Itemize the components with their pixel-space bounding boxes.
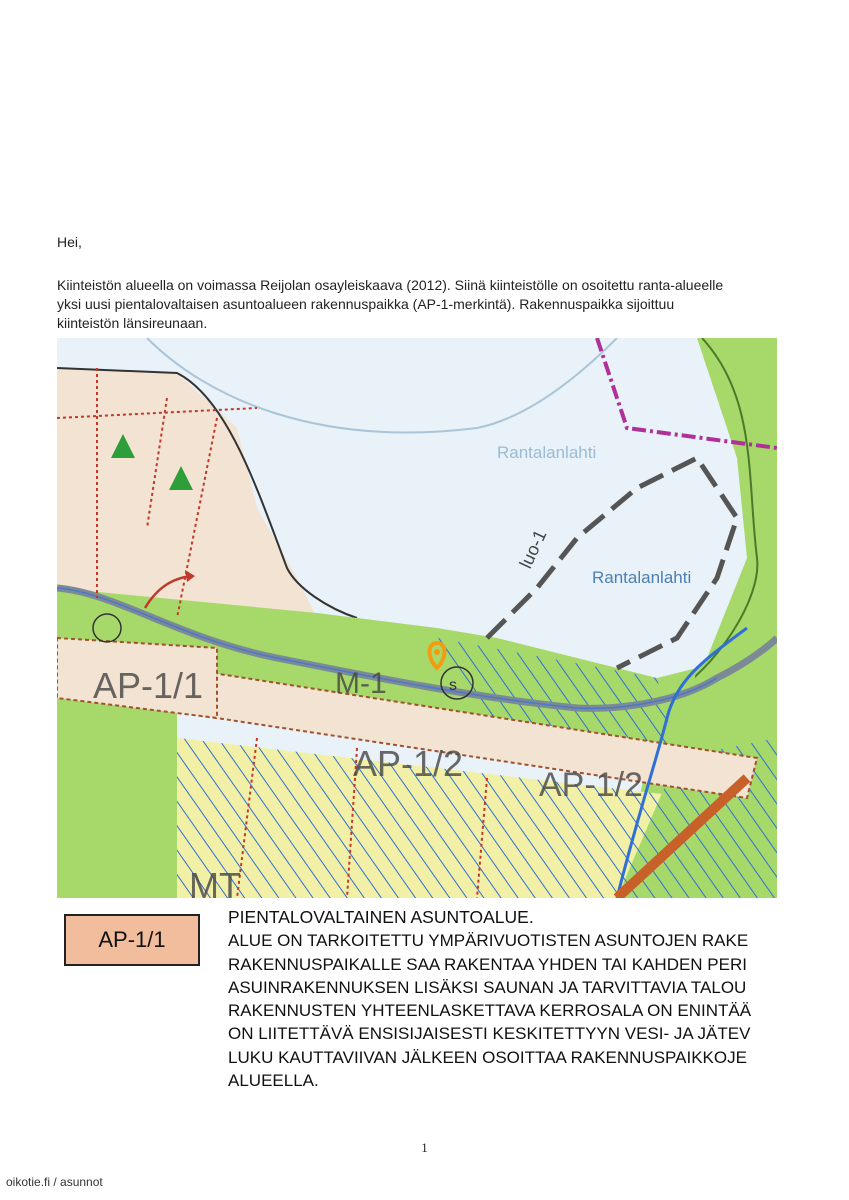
- map-label-bay-upper: Rantalanlahti: [497, 443, 597, 462]
- legend-line: ALUE ON TARKOITETTU YMPÄRIVUOTISTEN ASUNTOJEN RAKE: [228, 931, 749, 951]
- page-number: 1: [421, 1140, 428, 1155]
- map-label-luo: luo-1: [515, 526, 551, 572]
- intro-line: kiinteistön länsireunaan.: [57, 315, 208, 331]
- legend-line: RAKENNUSTEN YHTEENLASKETTAVA KERROSALA ON ENINTÄÄ: [228, 1001, 752, 1021]
- map-label-mt: MT: [189, 865, 241, 898]
- intro-line: Kiinteistön alueella on voimassa Reijolan osayleiskaava (2012). Siinä kiinteistölle on osoitettu ranta-alueelle: [57, 277, 724, 293]
- map-label-ap-1-2-right: AP-1/2: [539, 766, 643, 804]
- legend-line: LUKU KAUTTAVIIVAN JÄLKEEN OSOITTAA RAKENNUSPAIKKOJE: [228, 1047, 747, 1067]
- zoning-map: [57, 338, 777, 898]
- greeting: Hei,: [57, 234, 82, 250]
- map-label-m-1: M-1: [335, 667, 387, 700]
- footer-source[interactable]: oikotie.fi / asunnot: [6, 1175, 103, 1189]
- map-label-ap-1-1: AP-1/1: [93, 665, 204, 706]
- intro-paragraph: [57, 276, 797, 333]
- legend-line: ALUEELLA.: [228, 1071, 319, 1091]
- legend-line: ON LIITETTÄVÄ ENSISIJAISESTI KESKITETTYYN VESI- JA JÄTEV: [228, 1024, 751, 1044]
- legend-code-box: [64, 914, 200, 966]
- legend-code: AP-1/1: [98, 927, 166, 952]
- map-label-ap-1-2-mid: AP-1/2: [353, 743, 464, 784]
- legend-description: [228, 906, 800, 1092]
- intro-line: yksi uusi pientalovaltaisen asuntoalueen rakennuspaikka (AP-1-merkintä). Rakennuspaikka sijoittuu: [57, 296, 675, 312]
- legend-line: RAKENNUSPAIKALLE SAA RAKENTAA YHDEN TAI KAHDEN PERI: [228, 954, 747, 974]
- legend-title: PIENTALOVALTAINEN ASUNTOALUE.: [228, 907, 534, 927]
- legend-line: ASUINRAKENNUKSEN LISÄKSI SAUNAN JA TARVITTAVIA TALOU: [228, 977, 747, 997]
- map-marker-letters: s: [449, 677, 457, 694]
- map-label-bay-lower: Rantalanlahti: [592, 568, 692, 587]
